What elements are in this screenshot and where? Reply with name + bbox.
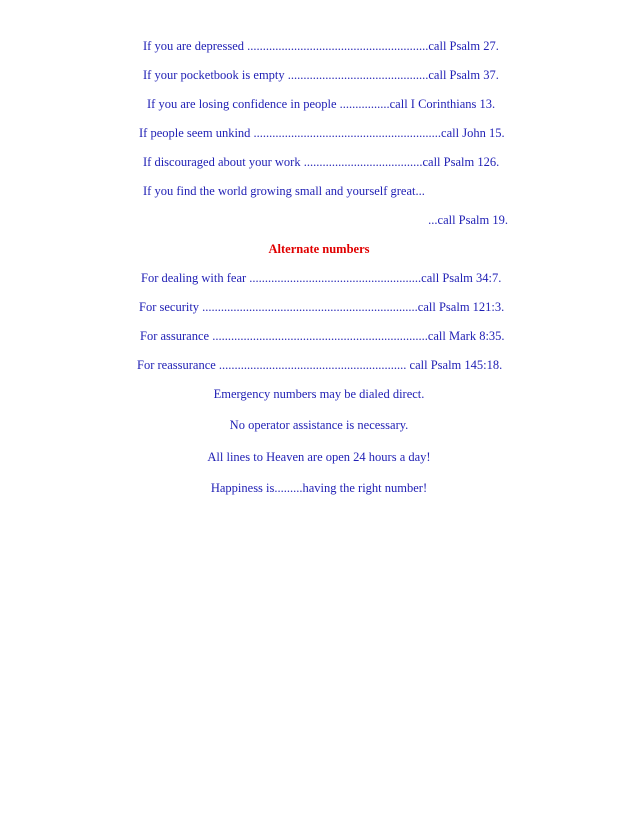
verse-discouraged: If discouraged about your work ......................................call Psalm 126.: [143, 155, 500, 169]
closing-emergency-line: Emergency numbers may be dialed direct.: [213, 387, 425, 401]
alternate-fear: For dealing with fear .......................................................call Psalm 34:7.: [141, 271, 502, 285]
closing-heaven-line: All lines to Heaven are open 24 hours a day!: [207, 450, 431, 464]
verse-world-small-continuation: ...call Psalm 19.: [428, 213, 508, 227]
verse-pocketbook: If your pocketbook is empty .............................................call Psalm 37.: [143, 68, 499, 82]
alternate-assurance: For assurance .....................................................................call Mark 8:35.: [140, 329, 505, 343]
verse-world-small: If you find the world growing small and yourself great...: [143, 184, 425, 198]
verse-depressed: If you are depressed ..........................................................call Psalm 27.: [143, 39, 499, 53]
closing-happiness-line: Happiness is.........having the right number!: [210, 481, 428, 495]
closing-operator-line: No operator assistance is necessary.: [229, 418, 409, 432]
alternate-numbers-heading: Alternate numbers: [268, 242, 370, 256]
alternate-reassurance: For reassurance ............................................................ call Psalm 145:18.: [137, 358, 503, 372]
verse-confidence: If you are losing confidence in people ................call I Corinthians 13.: [147, 97, 496, 111]
alternate-security: For security .....................................................................call Psalm 121:3.: [139, 300, 505, 314]
verse-unkind: If people seem unkind ............................................................call John 15.: [139, 126, 505, 140]
